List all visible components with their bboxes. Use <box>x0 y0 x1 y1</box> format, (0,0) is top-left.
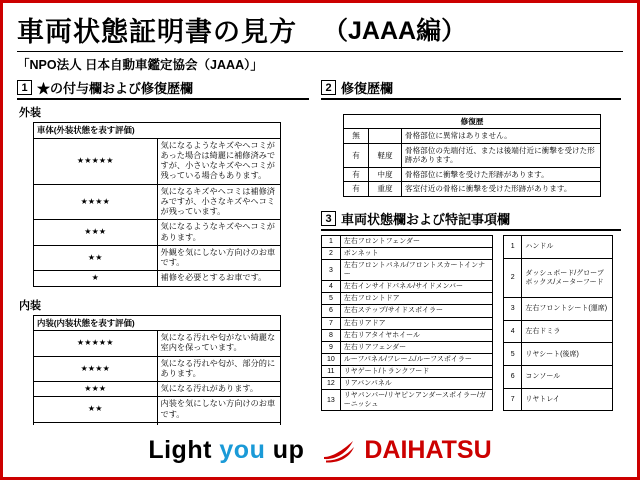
part-name: リヤパンパー/リヤピンアンダースポイラー/ガーニッシュ <box>340 390 492 411</box>
parts-lists <box>321 235 621 411</box>
table-row <box>34 220 281 246</box>
list-item <box>322 235 493 247</box>
interior-table-header: 内装(内装状態を表す評価) <box>34 315 281 331</box>
table-row <box>344 182 601 196</box>
you-text: you <box>219 435 266 464</box>
part-number: 8 <box>322 329 341 341</box>
repair-description: 客室付近の骨格に衝撃を受けた形跡があります。 <box>402 182 601 196</box>
repair-table-header: 修復歴 <box>344 115 601 129</box>
list-item <box>322 248 493 260</box>
repair-level: 中度 <box>369 167 402 181</box>
section2-header <box>321 78 621 100</box>
list-item <box>322 378 493 390</box>
part-number: 4 <box>322 281 341 293</box>
repair-mark: 無 <box>344 129 369 143</box>
repair-description: 骨格部位の先端付近、または後端付近に衝撃を受けた形跡があります。 <box>402 143 601 167</box>
table-row <box>34 331 281 357</box>
part-number: 2 <box>322 248 341 260</box>
rating-description: 補修を必要とするお車です。 <box>157 271 281 286</box>
section3-header <box>321 209 621 231</box>
page-title: 車両状態証明書の見方 <box>17 16 297 47</box>
daihatsu-emblem-icon <box>322 437 356 463</box>
list-item <box>504 320 613 343</box>
exterior-label: 外装 <box>19 107 41 119</box>
section1-title: ★の付与欄および修復歴欄 <box>37 81 194 96</box>
light-text: Light <box>148 435 212 464</box>
exterior-rating-table <box>33 122 281 287</box>
part-name: リヤゲート/トランクフード <box>340 365 492 377</box>
column-right <box>321 78 621 438</box>
repair-mark: 有 <box>344 167 369 181</box>
part-number: 10 <box>322 353 341 365</box>
part-name: 左右フロントドア <box>340 293 492 305</box>
list-item <box>322 329 493 341</box>
part-number: 7 <box>504 388 522 411</box>
part-name: 左右ドミラ <box>522 320 613 343</box>
list-item <box>504 298 613 321</box>
section1-header <box>17 78 309 100</box>
list-item <box>322 353 493 365</box>
up-text: up <box>272 435 305 464</box>
repair-description: 骨格部位に異常はありません。 <box>402 129 601 143</box>
part-number: 13 <box>322 390 341 411</box>
part-name: 左右リアドア <box>340 317 492 329</box>
table-row <box>34 138 281 184</box>
page-subtitle: （JAAA編） <box>323 17 467 45</box>
part-name: ルーフパネル/フレーム/ルーフスポイラー <box>340 353 492 365</box>
list-item <box>322 390 493 411</box>
rating-description: 気になるようなキズやヘコミがあります。 <box>157 220 281 246</box>
list-item <box>504 388 613 411</box>
part-name: 左右フロントパネル/フロントスカートインナー <box>340 260 492 281</box>
section2-number: 2 <box>321 80 336 95</box>
repair-level: 重度 <box>369 182 402 196</box>
part-number: 12 <box>322 378 341 390</box>
rating-description: 気になるようなキズやヘコミがあった場合は綺麗に補修済みですが、小さいなキズやヘコミが残っている場合もあります。 <box>157 138 281 184</box>
list-item <box>504 235 613 258</box>
column-left <box>17 78 309 438</box>
part-number: 9 <box>322 341 341 353</box>
rating-stars: ★★★★ <box>34 184 158 220</box>
table-row <box>34 123 281 139</box>
document-header <box>3 3 637 51</box>
table-row <box>344 129 601 143</box>
table-row <box>344 143 601 167</box>
rating-stars: ★★ <box>34 245 158 271</box>
table-row <box>34 245 281 271</box>
part-name: ハンドル <box>522 235 613 258</box>
list-item <box>322 365 493 377</box>
part-name: リヤシート(後席) <box>522 343 613 366</box>
part-name: 左右インサイドパネル/サイドメンバー <box>340 281 492 293</box>
part-number: 6 <box>322 305 341 317</box>
interior-rating-table <box>33 315 281 439</box>
rating-description: 気になるキズやヘコミは補修済みですが、小さなキズやヘコミが残っています。 <box>157 184 281 220</box>
interior-parts-table <box>503 235 613 411</box>
rating-stars: ★ <box>34 271 158 286</box>
daihatsu-wordmark: DAIHATSU <box>364 435 492 464</box>
section2-title: 修復歴欄 <box>341 81 394 96</box>
repair-description: 骨格部位に衝撃を受けた形跡があります。 <box>402 167 601 181</box>
part-name: リヤトレイ <box>522 388 613 411</box>
section3-number: 3 <box>321 211 336 226</box>
rating-stars: ★★★ <box>34 220 158 246</box>
repair-history-table <box>343 114 601 197</box>
list-item <box>322 341 493 353</box>
exterior-table-header: 車体(外装状態を表す評価) <box>34 123 281 139</box>
repair-mark: 有 <box>344 143 369 167</box>
table-row <box>34 315 281 331</box>
rating-description: 外観を気にしない方向けのお車です。 <box>157 245 281 271</box>
list-item <box>504 343 613 366</box>
rating-description: 気になる汚れや匂がない綺麗な室内を保っています。 <box>157 331 281 357</box>
part-name: リアバンパネル <box>340 378 492 390</box>
part-number: 1 <box>504 235 522 258</box>
part-number: 6 <box>504 366 522 389</box>
list-item <box>322 293 493 305</box>
repair-level: 軽度 <box>369 143 402 167</box>
part-name: 左右リアフェンダー <box>340 341 492 353</box>
rating-description: 気になる汚れがあります。 <box>157 382 281 397</box>
rating-stars: ★★★★★ <box>34 138 158 184</box>
list-item <box>322 260 493 281</box>
table-row <box>34 271 281 286</box>
repair-mark: 有 <box>344 182 369 196</box>
part-name: ボンネット <box>340 248 492 260</box>
list-item <box>322 317 493 329</box>
footer-branding <box>6 425 634 474</box>
part-number: 5 <box>504 343 522 366</box>
table-row <box>34 397 281 423</box>
part-name: 左右リアタイヤホイール <box>340 329 492 341</box>
rating-stars: ★★★ <box>34 382 158 397</box>
part-name: 左右フロントフェンダー <box>340 235 492 247</box>
association-note: 「NPO法人 日本自動車鑑定協会（JAAA）」 <box>17 58 263 72</box>
content-columns <box>3 73 637 438</box>
table-row <box>344 115 601 129</box>
section3-title: 車両状態欄および特記事項欄 <box>341 211 511 227</box>
daihatsu-logo <box>322 436 491 465</box>
part-name: 左右フロントシート(運席) <box>522 298 613 321</box>
repair-level <box>369 129 402 143</box>
section1-number: 1 <box>17 80 32 95</box>
list-item <box>322 281 493 293</box>
interior-label: 内装 <box>19 299 41 312</box>
part-number: 4 <box>504 320 522 343</box>
table-row <box>34 356 281 382</box>
part-number: 7 <box>322 317 341 329</box>
light-you-up-logo <box>148 436 304 465</box>
part-number: 3 <box>504 298 522 321</box>
list-item <box>504 258 613 298</box>
part-number: 1 <box>322 235 341 247</box>
list-item <box>322 305 493 317</box>
part-number: 11 <box>322 365 341 377</box>
part-name: 左右ステップ/サイドスポイラー <box>340 305 492 317</box>
rating-stars: ★★ <box>34 397 158 423</box>
part-name: ダッシュボード/グローブボックス/メーターフード <box>522 258 613 298</box>
rating-stars: ★★★★ <box>34 356 158 382</box>
part-name: コンソール <box>522 366 613 389</box>
rating-description: 気になる汚れや匂が、部分的にあります。 <box>157 356 281 382</box>
part-number: 5 <box>322 293 341 305</box>
exterior-parts-table <box>321 235 493 411</box>
part-number: 2 <box>504 258 522 298</box>
rating-description: 内装を気にしない方向けのお車です。 <box>157 397 281 423</box>
table-row <box>34 184 281 220</box>
table-row <box>34 382 281 397</box>
list-item <box>504 366 613 389</box>
part-number: 3 <box>322 260 341 281</box>
rating-stars: ★★★★★ <box>34 331 158 357</box>
table-row <box>344 167 601 181</box>
